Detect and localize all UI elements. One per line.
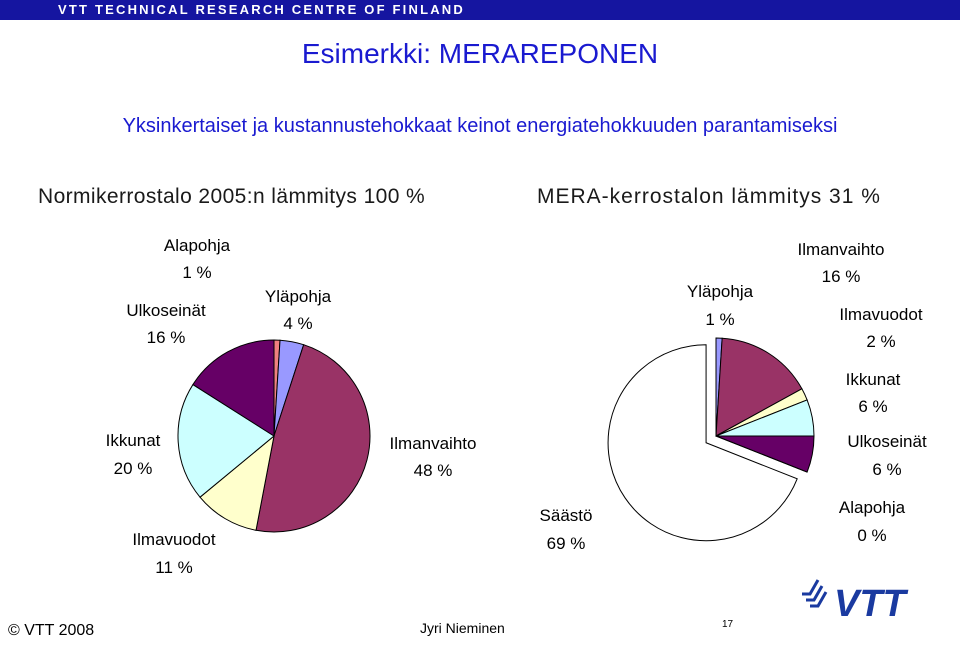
label-ylapohja-value: 4 % xyxy=(283,314,313,333)
label-r-ulkoseinat-name: Ulkoseinät xyxy=(847,432,927,451)
label-ylapohja-name: Yläpohja xyxy=(264,287,332,306)
label-ilmanvaihto-value: 48 % xyxy=(413,461,453,480)
label-r-ilmavuodot-name: Ilmavuodot xyxy=(839,305,923,324)
slide-subtitle: Yksinkertaiset ja kustannustehokkaat keinot energiatehokkuuden parantamiseksi xyxy=(122,115,838,137)
label-r-saasto-name: Säästö xyxy=(539,506,593,525)
label-r-saasto-value: 69 % xyxy=(546,534,586,553)
right-pie xyxy=(608,338,814,541)
label-ilmavuodot-name: Ilmavuodot xyxy=(132,530,216,549)
label-r-ikkunat-name: Ikkunat xyxy=(845,370,901,389)
slide-title: Esimerkki: MERAREPONEN xyxy=(301,38,659,69)
label-r-ilmanvaihto-name: Ilmanvaihto xyxy=(797,240,885,259)
label-alapohja-value: 1 % xyxy=(182,263,212,282)
label-alapohja-name: Alapohja xyxy=(163,236,231,255)
label-r-ulkoseinat-value: 6 % xyxy=(872,460,902,479)
vtt-logo-text: VTT xyxy=(834,583,906,623)
vtt-logo xyxy=(800,578,920,623)
author: Jyri Nieminen xyxy=(420,620,505,636)
label-ilmavuodot-value: 11 % xyxy=(155,558,193,577)
label-ulkoseinat-value: 16 % xyxy=(146,328,186,347)
left-pie xyxy=(178,340,370,532)
label-r-alapohja-name: Alapohja xyxy=(838,498,906,517)
label-r-ilmavuodot-value: 2 % xyxy=(866,332,896,351)
label-ikkunat-value: 20 % xyxy=(113,459,153,478)
vtt-logo-icon xyxy=(802,580,826,606)
label-r-ylapohja-value: 1 % xyxy=(705,310,735,329)
right-chart-title: MERA-kerrostalon lämmitys 31 % xyxy=(537,185,881,208)
label-ilmanvaihto-name: Ilmanvaihto xyxy=(389,434,477,453)
label-r-alapohja-value: 0 % xyxy=(857,526,887,545)
page-number: 17 xyxy=(722,619,734,630)
label-r-ilmanvaihto-value: 16 % xyxy=(821,267,861,286)
label-ikkunat-name: Ikkunat xyxy=(105,431,161,450)
label-r-ikkunat-value: 6 % xyxy=(858,397,888,416)
label-ulkoseinat-name: Ulkoseinät xyxy=(126,301,206,320)
org-name: VTT TECHNICAL RESEARCH CENTRE OF FINLAND xyxy=(58,2,465,17)
left-chart-title: Normikerrostalo 2005:n lämmitys 100 % xyxy=(38,185,426,208)
label-r-ylapohja-name: Yläpohja xyxy=(686,282,754,301)
copyright: © VTT 2008 xyxy=(8,622,95,639)
